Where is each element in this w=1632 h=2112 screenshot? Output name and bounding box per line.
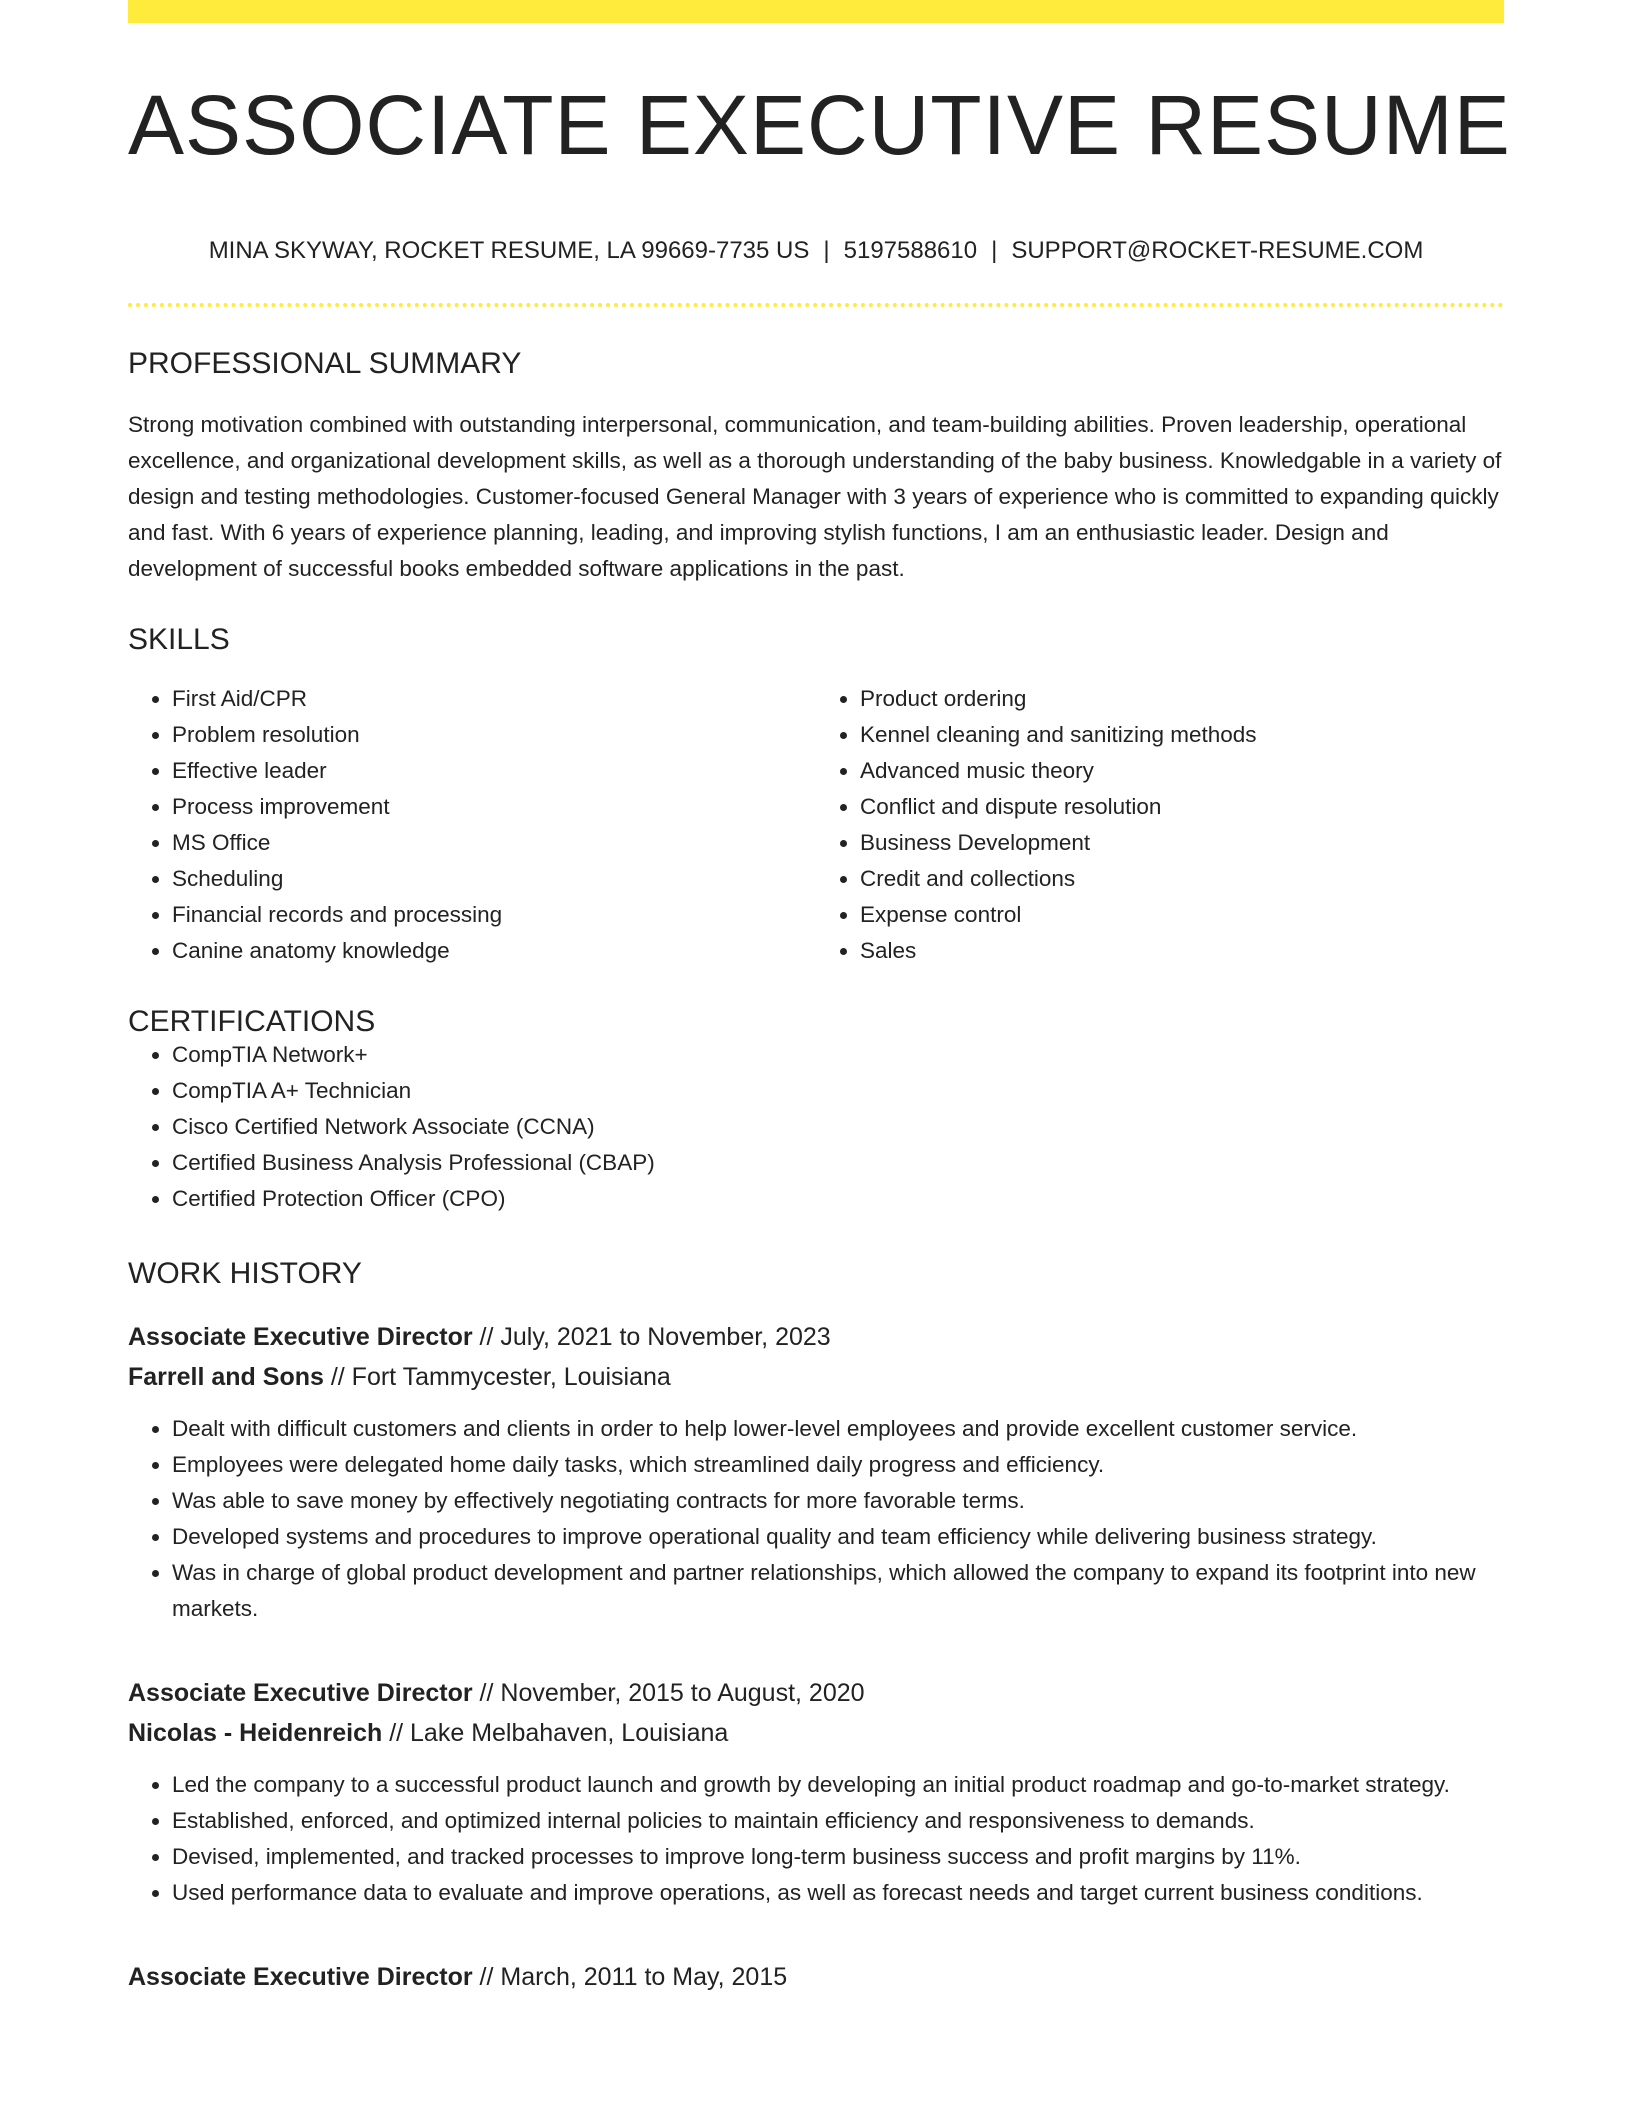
skill-item: • Sales	[860, 933, 1504, 969]
job-bullet: • Developed systems and procedures to improve operational quality and team efficiency while delivering business strategy.	[172, 1519, 1504, 1555]
job-entry	[128, 1317, 1504, 1627]
certification-item: • CompTIA Network+	[172, 1037, 1504, 1073]
job-bullet: • Employees were delegated home daily tasks, which streamlined daily progress and efficiency.	[172, 1447, 1504, 1483]
summary-text: Strong motivation combined with outstanding interpersonal, communication, and team-building abilities. Proven leadership, operational excellence, and organizational development skills, as well as a thorough understanding of the baby business. Knowledgable in a variety of design and testing methodologies. Customer-focused General Manager with 3 years of experience who is committed to expanding quickly and fast. With 6 years of experience planning, leading, and improving stylish functions, I am an enthusiastic leader. Design and development of successful books embedded software applications in the past.	[128, 412, 1502, 581]
skill-item: • Advanced music theory	[860, 753, 1504, 789]
skill-item: • Process improvement	[172, 789, 816, 825]
skill-item: • Credit and collections	[860, 861, 1504, 897]
work-history-heading: WORK HISTORY	[128, 1257, 362, 1290]
skill-item: • Expense control	[860, 897, 1504, 933]
resume-page	[128, 0, 1511, 1997]
skill-item: • Business Development	[860, 825, 1504, 861]
job-bullet: • Established, enforced, and optimized internal policies to maintain efficiency and responsiveness to demands.	[172, 1803, 1504, 1839]
certifications-heading: CERTIFICATIONS	[128, 1005, 376, 1038]
job-bullet: • Dealt with difficult customers and clients in order to help lower-level employees and provide excellent customer service.	[172, 1411, 1504, 1447]
job-bullet: • Was in charge of global product development and partner relationships, which allowed the company to expand its footprint into new markets.	[172, 1555, 1504, 1627]
contact-separator: |	[823, 237, 830, 264]
certification-item: • Certified Protection Officer (CPO)	[172, 1181, 1504, 1217]
skill-item: • Kennel cleaning and sanitizing methods	[860, 717, 1504, 753]
job-dates: // March, 2011 to May, 2015	[472, 1963, 788, 1991]
skill-item: • Conflict and dispute resolution	[860, 789, 1504, 825]
accent-bar	[128, 0, 1504, 23]
header-divider	[128, 303, 1504, 307]
skill-item: • Canine anatomy knowledge	[172, 933, 816, 969]
summary-heading: PROFESSIONAL SUMMARY	[128, 347, 522, 380]
job-bullets	[128, 1767, 1504, 1911]
job-company-line	[128, 1713, 1504, 1753]
job-entry	[128, 1957, 1504, 1997]
skills-heading: SKILLS	[128, 623, 230, 656]
page-title: ASSOCIATE EXECUTIVE RESUME	[128, 78, 1511, 172]
skill-item: • Scheduling	[172, 861, 816, 897]
contact-phone: 5197588610	[843, 237, 978, 264]
job-company: Nicolas - Heidenreich	[128, 1719, 383, 1747]
job-bullet: • Devised, implemented, and tracked processes to improve long-term business success and profit margins by 11%.	[172, 1839, 1504, 1875]
skills-list-left	[128, 681, 816, 969]
skill-item: • Financial records and processing	[172, 897, 816, 933]
job-title: Associate Executive Director	[128, 1963, 473, 1991]
skill-item: • Product ordering	[860, 681, 1504, 717]
skill-item: • First Aid/CPR	[172, 681, 816, 717]
certification-item: • CompTIA A+ Technician	[172, 1073, 1504, 1109]
skill-item: • MS Office	[172, 825, 816, 861]
contact-address: MINA SKYWAY, ROCKET RESUME, LA 99669-7735 US	[208, 237, 810, 264]
job-location: // Lake Melbahaven, Louisiana	[382, 1719, 729, 1747]
job-title-line	[128, 1673, 1504, 1713]
job-location: // Fort Tammycester, Louisiana	[323, 1363, 671, 1391]
job-entry	[128, 1673, 1504, 1911]
job-bullet: • Was able to save money by effectively negotiating contracts for more favorable terms.	[172, 1483, 1504, 1519]
contact-email: SUPPORT@ROCKET-RESUME.COM	[1011, 237, 1424, 264]
job-company: Farrell and Sons	[128, 1363, 324, 1391]
certification-item: • Cisco Certified Network Associate (CCNA)	[172, 1109, 1504, 1145]
job-title: Associate Executive Director	[128, 1679, 473, 1707]
job-company-line	[128, 1357, 1504, 1397]
contact-separator: |	[991, 237, 998, 264]
skills-grid	[128, 681, 1504, 969]
skills-list-right	[816, 681, 1504, 969]
job-title-line	[128, 1317, 1504, 1357]
job-dates: // July, 2021 to November, 2023	[472, 1323, 831, 1351]
job-bullets	[128, 1411, 1504, 1627]
certification-item: • Certified Business Analysis Professional (CBAP)	[172, 1145, 1504, 1181]
skill-item: • Effective leader	[172, 753, 816, 789]
skill-item: • Problem resolution	[172, 717, 816, 753]
job-bullet: • Led the company to a successful product launch and growth by developing an initial product roadmap and go-to-market strategy.	[172, 1767, 1504, 1803]
job-title: Associate Executive Director	[128, 1323, 473, 1351]
certifications-list	[128, 1037, 1504, 1217]
contact-line	[128, 239, 1504, 263]
job-title-line	[128, 1957, 1504, 1997]
job-bullet: • Used performance data to evaluate and improve operations, as well as forecast needs and target current business conditions.	[172, 1875, 1504, 1911]
job-dates: // November, 2015 to August, 2020	[472, 1679, 865, 1707]
